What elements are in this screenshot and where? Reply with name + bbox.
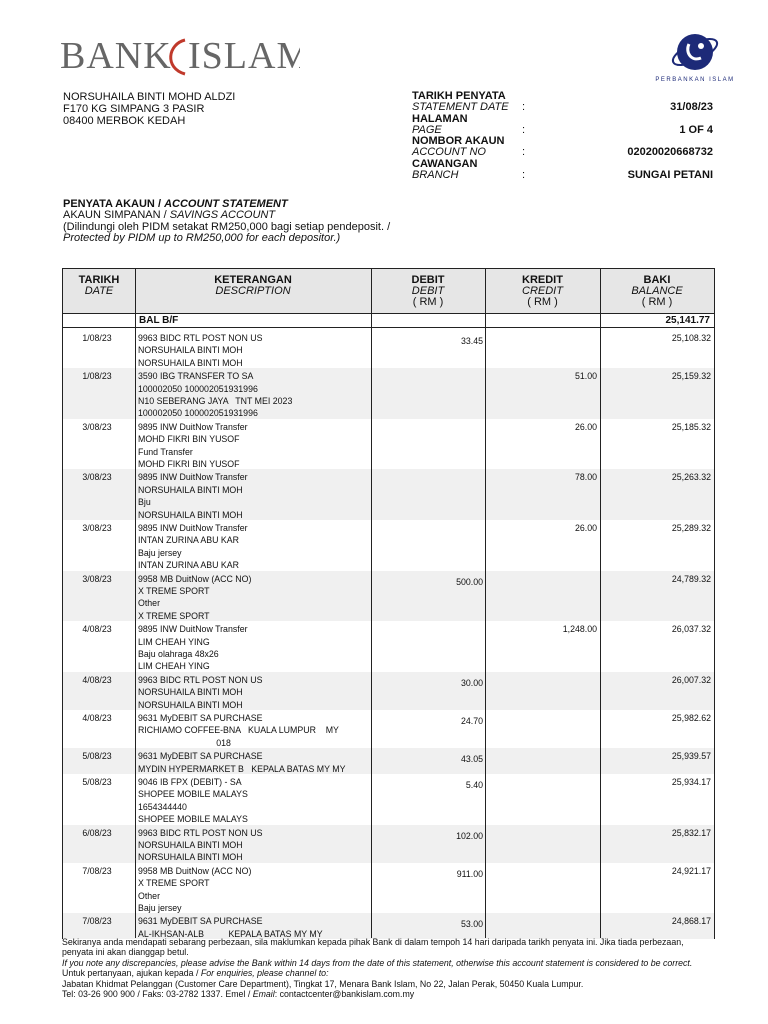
- transaction-date: 7/08/23: [82, 865, 112, 876]
- description-line: 9963 BIDC RTL POST NON US: [138, 827, 263, 838]
- description-line: X TREME SPORT: [138, 878, 210, 889]
- description-line: NORSUHAILA BINTI MOH: [138, 852, 243, 863]
- transaction-date: 5/08/23: [82, 751, 112, 762]
- transaction-description: [138, 332, 370, 369]
- transaction-date: 1/08/23: [82, 371, 112, 382]
- date-label-en: STATEMENT DATE: [412, 101, 509, 114]
- pidm-en: Protected by PIDM up to RM250,000 for each depositor.): [63, 231, 341, 244]
- address-line2: 08400 MERBOK KEDAH: [63, 115, 186, 127]
- customer-address: [63, 91, 235, 127]
- account-number: 02020020668732: [627, 146, 713, 159]
- transaction-balance: 24,921.17: [671, 865, 711, 876]
- description-line: 9895 INW DuitNow Transfer: [138, 624, 248, 635]
- colon: :: [522, 146, 526, 159]
- transaction-balance: 26,007.32: [671, 674, 711, 685]
- description-line: 9631 MyDEBIT SA PURCHASE: [138, 751, 263, 762]
- transaction-description: [138, 865, 370, 915]
- description-line: SHOPEE MOBILE MALAYS: [138, 814, 248, 825]
- description-line: 9895 INW DuitNow Transfer: [138, 523, 248, 533]
- account-label-en: ACCOUNT NO: [412, 146, 486, 159]
- page-label-ms: HALAMAN: [412, 112, 468, 125]
- footer-notice: [62, 937, 722, 999]
- transaction-debit: 43.05: [460, 754, 483, 765]
- bal-bf-value: 25,141.77: [665, 315, 710, 326]
- transaction-description: [138, 623, 370, 673]
- transaction-date: 3/08/23: [82, 472, 112, 483]
- description-line: 100002050 100002051931996: [138, 408, 258, 419]
- transaction-date: 6/08/23: [82, 827, 112, 838]
- perbankan-islam-icon: [655, 30, 735, 76]
- description-line: NORSUHAILA BINTI MOH: [138, 509, 243, 520]
- description-line: INTAN ZURINA ABU KAR: [138, 535, 240, 546]
- transaction-credit: 78.00: [574, 472, 597, 483]
- description-line: 9046 IB FPX (DEBIT) - SA: [138, 777, 242, 787]
- transaction-date: 4/08/23: [82, 624, 112, 635]
- footer-line2: penyata ini akan dianggap betul.: [62, 947, 189, 958]
- description-line: Baju jersey: [138, 903, 182, 914]
- transaction-balance: 25,263.32: [671, 472, 711, 483]
- description-line: 1654344440: [138, 801, 187, 812]
- transaction-balance: 25,934.17: [671, 777, 711, 787]
- transaction-balance: 24,789.32: [671, 573, 711, 584]
- transaction-description: [138, 522, 370, 572]
- colon: :: [522, 101, 526, 114]
- transaction-date: 3/08/23: [82, 421, 112, 432]
- description-line: AL-IKHSAN-ALB KEPALA BATAS MY MY: [138, 928, 323, 939]
- description-line: MYDIN HYPERMARKET B KEPALA BATAS MY MY: [138, 763, 346, 774]
- svg-text:BANK: BANK: [60, 35, 172, 77]
- transaction-credit: 26.00: [574, 523, 597, 533]
- footer-line5: Jabatan Khidmat Pelanggan (Customer Care Department), Tingkat 17, Menara Bank Islam, No 22, Jalan Perak, 50450 Kuala Lumpur.: [62, 978, 584, 989]
- transaction-debit: 53.00: [460, 919, 483, 930]
- description-line: 9963 BIDC RTL POST NON US: [138, 333, 263, 343]
- transaction-balance: 25,108.32: [671, 333, 711, 343]
- description-line: 9895 INW DuitNow Transfer: [138, 472, 248, 483]
- account-type-en: SAVINGS ACCOUNT: [169, 209, 276, 222]
- description-line: 9631 MyDEBIT SA PURCHASE: [138, 916, 263, 927]
- branch-label-en: BRANCH: [412, 169, 459, 182]
- account-type-ms: AKAUN SIMPANAN: [63, 209, 161, 222]
- pidm-ms: (Dilindungi oleh PIDM setakat RM250,000 bagi setiap pendeposit. /: [63, 220, 391, 233]
- transaction-date: 3/08/23: [82, 573, 112, 584]
- description-line: MOHD FIKRI BIN YUSOF: [138, 434, 240, 445]
- bank-islam-logo: [60, 30, 300, 85]
- transaction-description: [138, 573, 370, 623]
- description-line: NORSUHAILA BINTI MOH: [138, 687, 243, 698]
- description-line: RICHIAMO COFFEE-BNA KUALA LUMPUR MY: [138, 725, 339, 736]
- transaction-debit: 911.00: [456, 868, 483, 879]
- transaction-date: 3/08/23: [82, 523, 112, 533]
- svg-text:ISLAM: ISLAM: [188, 35, 300, 77]
- transaction-credit: 1,248.00: [562, 624, 597, 635]
- footer-line4-ms: Untuk pertanyaan, ajukan kepada /: [62, 968, 201, 979]
- transaction-balance: 26,037.32: [671, 624, 711, 635]
- transaction-balance: 24,868.17: [671, 916, 711, 927]
- description-line: 9958 MB DuitNow (ACC NO): [138, 865, 252, 876]
- footer-line1: Sekiranya anda mendapati sebarang perbezaan, sila maklumkan kepada pihak Bank di dalam tempoh 14 hari daripada tarikh penyata ini. Jika tiada perbezaan,: [62, 937, 684, 947]
- transaction-description: [138, 776, 370, 826]
- transaction-credit: 51.00: [574, 371, 597, 382]
- description-line: X TREME SPORT: [138, 586, 210, 596]
- transaction-date: 1/08/23: [82, 333, 112, 343]
- transaction-description: [138, 421, 370, 471]
- transaction-description: [138, 827, 370, 864]
- transaction-date: 4/08/23: [82, 674, 112, 685]
- account-label-ms: NOMBOR AKAUN: [412, 135, 505, 148]
- description-line: Other: [138, 598, 161, 609]
- description-line: 9895 INW DuitNow Transfer: [138, 421, 248, 432]
- statement-date: 31/08/23: [670, 101, 713, 114]
- seal-caption: PERBANKAN ISLAM: [655, 77, 735, 83]
- header-description: KETERANGAN DESCRIPTION: [214, 274, 292, 297]
- header-balance: BAKI BALANCE ( RM ): [631, 274, 683, 308]
- description-line: INTAN ZURINA ABU KAR: [138, 560, 240, 571]
- balance-brought-forward-row: [63, 314, 714, 328]
- description-line: NORSUHAILA BINTI MOH: [138, 357, 243, 368]
- header-date: TARIKH DATE: [78, 274, 120, 297]
- description-line: Baju olahraga 48x26: [138, 649, 219, 659]
- description-line: 9958 MB DuitNow (ACC NO): [138, 573, 252, 584]
- description-line: NORSUHAILA BINTI MOH: [138, 840, 243, 850]
- description-line: SHOPEE MOBILE MALAYS: [138, 789, 248, 800]
- header-credit: KREDIT CREDIT ( RM ): [522, 274, 563, 308]
- perbankan-islam-seal: [655, 30, 735, 92]
- transaction-debit: 30.00: [460, 677, 483, 688]
- transaction-description: [138, 370, 370, 420]
- transaction-balance: 25,289.32: [671, 523, 711, 533]
- description-line: NORSUHAILA BINTI MOH: [138, 484, 243, 495]
- transaction-date: 4/08/23: [82, 713, 112, 723]
- colon: :: [522, 169, 526, 182]
- transaction-date: 5/08/23: [82, 777, 112, 787]
- footer-line4-en: For enquiries, please channel to:: [200, 968, 329, 979]
- title-en: ACCOUNT STATEMENT: [164, 198, 288, 210]
- description-line: Baju jersey: [138, 547, 182, 558]
- page-number: 1 OF 4: [679, 123, 713, 136]
- description-line: MOHD FIKRI BIN YUSOF: [138, 459, 240, 470]
- transaction-debit: 5.40: [465, 780, 483, 790]
- transaction-balance: 25,185.32: [671, 421, 711, 432]
- description-line: 3590 IBG TRANSFER TO SA: [138, 371, 254, 382]
- description-line: LIM CHEAH YING: [138, 636, 210, 647]
- description-line: NORSUHAILA BINTI MOH: [138, 699, 243, 710]
- transaction-debit: 500.00: [456, 576, 483, 587]
- date-label-ms: TARIKH PENYATA: [412, 90, 506, 102]
- description-line: 9631 MyDEBIT SA PURCHASE: [138, 713, 263, 723]
- bal-bf-label: BAL B/F: [139, 315, 179, 326]
- transaction-balance: 25,159.32: [671, 371, 711, 382]
- transaction-debit: 24.70: [460, 716, 483, 726]
- page-label-en: PAGE: [412, 123, 442, 136]
- footer-line6-en: Email: [252, 989, 275, 1000]
- header-debit: DEBIT DEBIT ( RM ): [411, 274, 445, 308]
- description-line: NORSUHAILA BINTI MOH: [138, 345, 243, 356]
- transaction-balance: 25,982.62: [671, 713, 711, 723]
- transaction-description: [138, 674, 370, 711]
- statement-meta: [412, 91, 717, 181]
- footer-line6-tail: : contactcenter@bankislam.com.my: [274, 989, 415, 1000]
- branch-name: SUNGAI PETANI: [627, 169, 713, 182]
- bank-islam-wordmark: [60, 30, 300, 85]
- title-ms: PENYATA AKAUN: [63, 198, 155, 210]
- transaction-debit: 102.00: [456, 830, 483, 841]
- description-line: N10 SEBERANG JAYA TNT MEI 2023: [138, 396, 293, 406]
- transaction-description: [138, 750, 370, 775]
- transaction-date: 7/08/23: [82, 916, 112, 927]
- transaction-description: [138, 471, 370, 521]
- customer-name: NORSUHAILA BINTI MOHD ALDZI: [63, 91, 236, 103]
- colon: :: [522, 123, 526, 136]
- transaction-description: [138, 712, 370, 749]
- footer-line6-ms: Tel: 03-26 900 900 / Faks: 03-2782 1337. Emel /: [62, 989, 253, 1000]
- description-line: Fund Transfer: [138, 446, 193, 457]
- transaction-balance: 25,939.57: [671, 751, 711, 762]
- transaction-debit: 33.45: [460, 336, 483, 346]
- statement-info: PENYATA AKAUN / ACCOUNT STATEMENT AKAUN SIMPANAN / SAVINGS ACCOUNT (Dilindungi oleh PIDM setakat RM250,000 bagi setiap pendeposit. / Protected by PIDM up to RM250,000 for each depositor.): [63, 198, 391, 244]
- transaction-credit: 26.00: [574, 421, 597, 432]
- description-line: 100002050 100002051931996: [138, 383, 258, 394]
- transaction-balance: 25,832.17: [671, 827, 711, 838]
- description-line: 018: [138, 737, 231, 748]
- footer-line3: If you note any discrepancies, please advise the Bank within 14 days from the date of this statement, otherwise this account statement is considered to be correct.: [62, 957, 693, 968]
- description-line: X TREME SPORT: [138, 610, 210, 621]
- description-line: LIM CHEAH YING: [138, 661, 210, 672]
- branch-label-ms: CAWANGAN: [412, 157, 478, 170]
- description-line: Other: [138, 890, 161, 901]
- address-line1: F170 KG SIMPANG 3 PASIR: [63, 103, 205, 115]
- description-line: 9963 BIDC RTL POST NON US: [138, 674, 263, 685]
- description-line: Bju: [138, 497, 151, 508]
- transactions-table: [62, 268, 715, 939]
